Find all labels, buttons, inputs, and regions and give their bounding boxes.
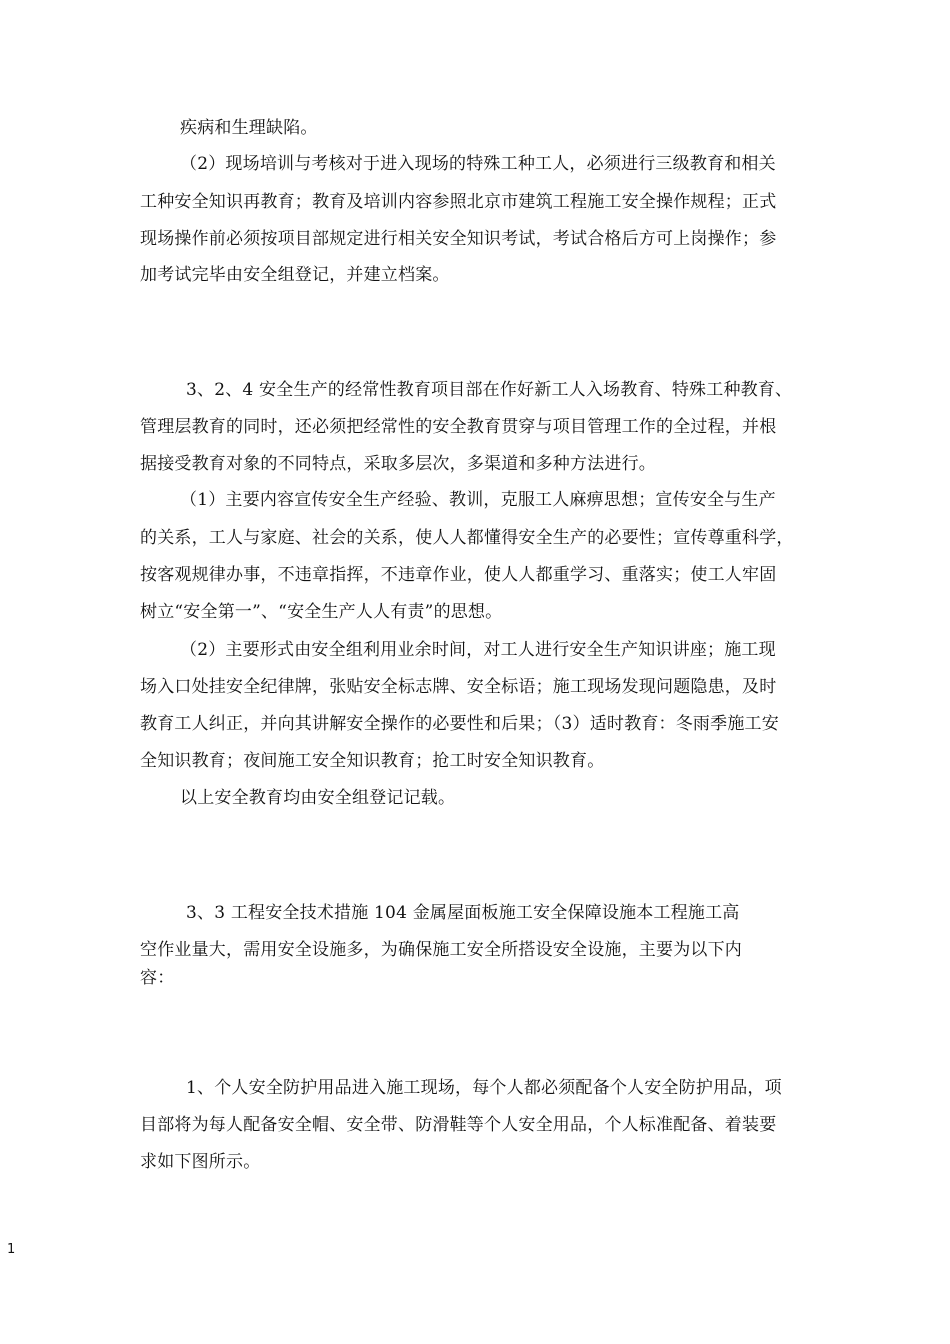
paragraph-line: 全知识教育；夜间施工安全知识教育；抢工时安全知识教育。 [140,751,605,771]
paragraph-line: 目部将为每人配备安全帽、安全带、防滑鞋等个人安全用品，个人标准配备、着装要 [140,1115,777,1135]
paragraph-line: 现场操作前必须按项目部规定进行相关安全知识考试，考试合格后方可上岗操作；参 [140,229,777,249]
paragraph-line: 空作业量大，需用安全设施多，为确保施工安全所搭设安全设施，主要为以下内 [140,940,742,960]
paragraph-line: 的关系，工人与家庭、社会的关系，使人人都懂得安全生产的必要性；宣传尊重科学， [140,528,794,548]
paragraph-line: 据接受教育对象的不同特点，采取多层次，多渠道和多种方法进行。 [140,454,656,474]
paragraph-line: 管理层教育的同时，还必须把经常性的安全教育贯穿与项目管理工作的全过程，并根 [140,417,777,437]
paragraph-line: 3、2、4 安全生产的经常性教育项目部在作好新工人入场教育、特殊工种教育、 [186,380,793,400]
page-number: 1 [7,1242,16,1257]
paragraph-line: （1）主要内容宣传安全生产经验、教训，克服工人麻痹思想；宣传安全与生产 [180,490,776,510]
paragraph-line: 加考试完毕由安全组登记，并建立档案。 [140,265,450,285]
paragraph-line: 容： [140,968,175,988]
paragraph-line: 求如下图所示。 [140,1152,261,1172]
paragraph-line: 教育工人纠正，并向其讲解安全操作的必要性和后果；（3）适时教育：冬雨季施工安 [140,714,779,734]
paragraph-line: 3、3 工程安全技术措施 104 金属屋面板施工安全保障设施本工程施工高 [186,903,740,923]
paragraph-line: 1、个人安全防护用品进入施工现场，每个人都必须配备个人安全防护用品，项 [186,1078,782,1098]
paragraph-line: 工种安全知识再教育；教育及培训内容参照北京市建筑工程施工安全操作规程；正式 [140,192,777,212]
paragraph-line: 树立“安全第一”、“安全生产人人有责”的思想。 [140,602,503,622]
paragraph-line: （2）现场培训与考核对于进入现场的特殊工种工人，必须进行三级教育和相关 [180,154,776,174]
paragraph-line: 以上安全教育均由安全组登记记载。 [180,788,456,808]
paragraph-line: （2）主要形式由安全组利用业余时间，对工人进行安全生产知识讲座；施工现 [180,640,776,660]
paragraph-line: 场入口处挂安全纪律牌，张贴安全标志牌、安全标语；施工现场发现问题隐患，及时 [140,677,777,697]
paragraph-line: 按客观规律办事，不违章指挥，不违章作业，使人人都重学习、重落实；使工人牢固 [140,565,777,585]
paragraph-line: 疾病和生理缺陷。 [180,118,318,138]
